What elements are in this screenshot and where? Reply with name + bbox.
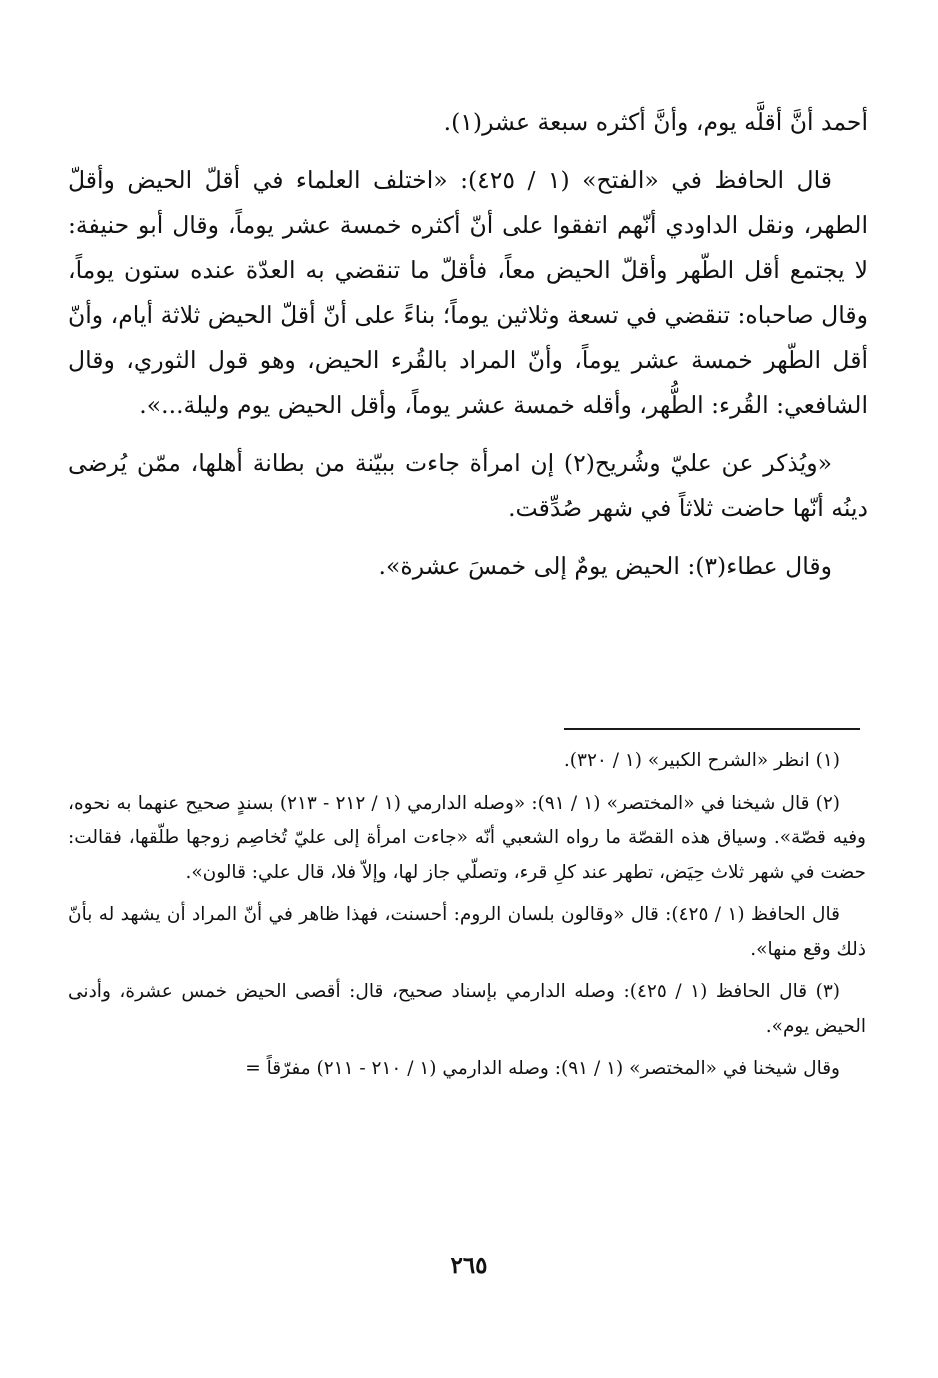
main-text bbox=[68, 100, 868, 602]
paragraph-ataa: وقال عطاء(٣): الحيض يومٌ إلى خمسَ عشرة». bbox=[378, 552, 832, 580]
footnote-3-continuation: وقال شيخنا في «المختصر» (١ / ٩١): وصله الدارمي (١ / ٢١٠ - ٢١١) مفرّقاً = bbox=[245, 1058, 840, 1079]
footnote-divider bbox=[564, 728, 860, 730]
footnote-1: (١) انظر «الشرح الكبير» (١ / ٣٢٠). bbox=[563, 750, 840, 771]
paragraph-ali-shuraih: «ويُذكر عن عليّ وشُريح(٢) إن امرأة جاءت ببيّنة من بطانة أهلها، ممّن يُرضى دينُه أنّها حاضت ثلاثاً في شهر صُدِّقت. bbox=[68, 449, 868, 522]
footnotes bbox=[68, 744, 866, 1095]
footnote-3: (٣) قال الحافظ (١ / ٤٢٥): وصله الدارمي بإسناد صحيح، قال: أقصى الحيض خمس عشرة، وأدنى الحيض يوم». bbox=[68, 981, 866, 1037]
footnote-2-continuation: قال الحافظ (١ / ٤٢٥): قال «وقالون بلسان الروم: أحسنت، فهذا ظاهر في أنّ المراد أن يشهد له بأنّ ذلك وقع منها». bbox=[68, 904, 866, 960]
paragraph-fath-quote: قال الحافظ في «الفتح» (١ / ٤٢٥): «اختلف العلماء في أقلّ الحيض وأقلّ الطهر، ونقل الداودي أنّهم اتفقوا على أنّ أكثره خمسة عشر يوماً، وقال أبو حنيفة: لا يجتمع أقل الطّهر وأقلّ الحيض معاً، فأقلّ ما تنقضي به العدّة عنده ستون يوماً، وقال صاحباه: تنقضي في تسعة وثلاثين يوماً؛ بناءً على أنّ أقلّ الحيض ثلاثة أيام، وأنّ أقل الطّهر خمسة عشر يوماً، وأنّ المراد بالقُرء الحيض، وهو قول الثوري، وقال الشافعي: القُرء: الطُّهر، وأقله خمسة عشر يوماً، وأقل الحيض يوم وليلة...». bbox=[68, 166, 868, 419]
page-number: ٢٦٥ bbox=[450, 1252, 488, 1279]
paragraph-continuation: أحمد أنَّ أقلَّه يوم، وأنَّ أكثره سبعة عشر(١). bbox=[443, 108, 868, 136]
footnote-2: (٢) قال شيخنا في «المختصر» (١ / ٩١): «وصله الدارمي (١ / ٢١٢ - ٢١٣) بسندٍ صحيح عنهما به نحوه، وفيه قصّة». وسياق هذه القصّة ما رواه الشعبي أنّه «جاءت امرأة إلى عليّ تُخاصِم زوجها طلّقها، فقالت: حضت في شهر ثلاث حِيَض، تطهر عند كلِ قرء، وتصلّي جاز لها، وإلاّ فلا، قال علي: قالون». bbox=[68, 792, 866, 883]
